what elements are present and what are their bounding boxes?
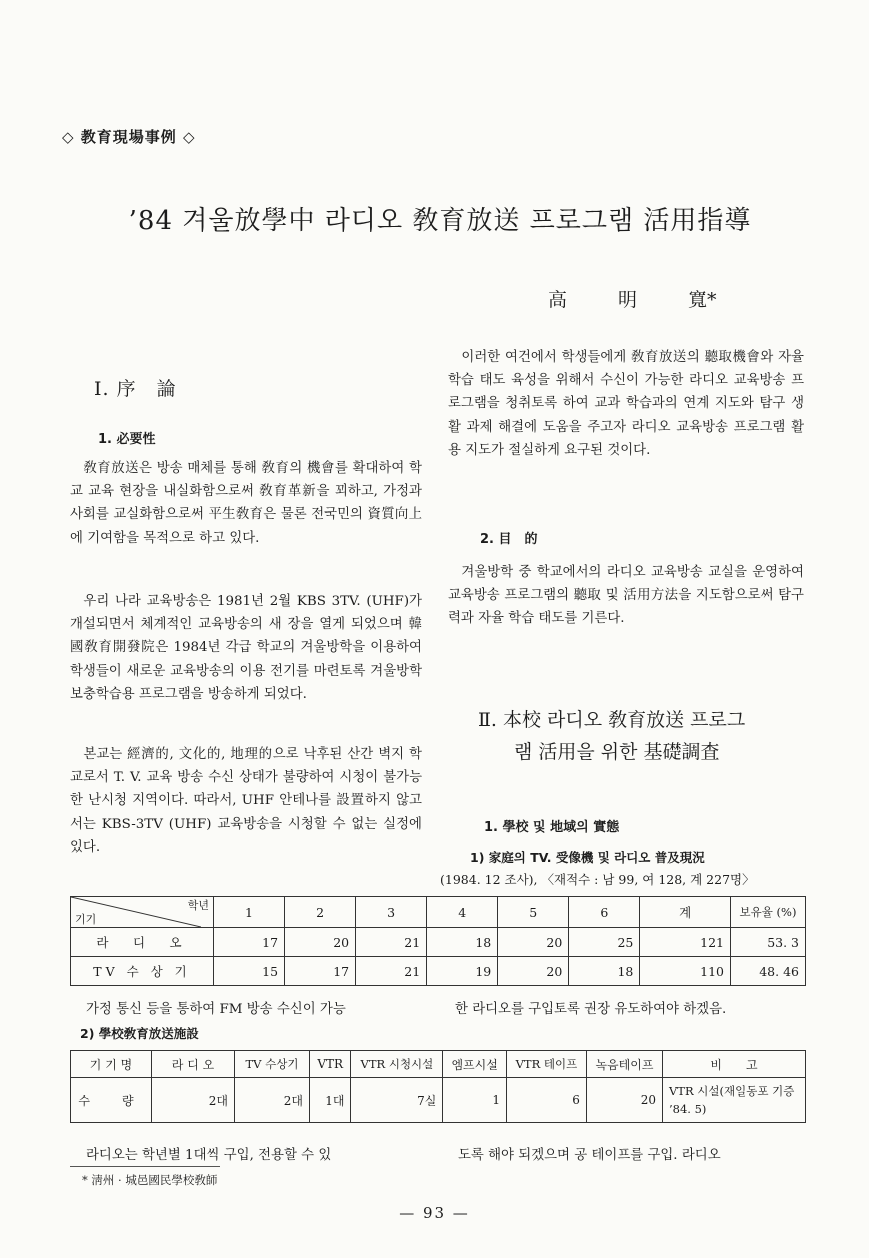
- table-header-cell: 비 고: [663, 1051, 806, 1078]
- table-cell: 21: [356, 957, 427, 986]
- table-header-cell: 4: [427, 897, 498, 928]
- subsection-school-region: 1. 學校 및 地域의 實態: [484, 820, 620, 835]
- paragraph-1: 敎育放送은 방송 매체를 통해 敎育의 機會를 확대하여 학교 교육 현장을 내실화함으로써 敎育革新을 꾀하고, 가정과 사회를 교실화함으로써 平生敎育은 물론 전국민의 資質向上에 기여함을 목적으로 하고 있다.: [70, 461, 422, 546]
- row-label: TV 수 상 기: [71, 957, 214, 986]
- table-header-cell: 2: [285, 897, 356, 928]
- table-cell: 20: [498, 957, 569, 986]
- table-cell: 15: [214, 957, 285, 986]
- paragraph-2: 우리 나라 교육방송은 1981년 2월 KBS 3TV. (UHF)가 개설되면서 체계적인 교육방송의 새 장을 열게 되었으며 韓國敎育開發院은 1984년 각급 학교의 겨울방학을 이용하여 학생들이 새로운 교육방송의 이용 전기를 마련토록 겨울방학 보충학습용 프로그램을 방송하게 되었다.: [70, 594, 422, 702]
- table-header-cell: 3: [356, 897, 427, 928]
- table-cell: 48. 46: [731, 957, 806, 986]
- table-header-cell: 1: [214, 897, 285, 928]
- paragraph-5: 겨울방학 중 학교에서의 라디오 교육방송 교실을 운영하여 교육방송 프로그램의 聽取 및 活用方法을 지도함으로써 탐구력과 자율 학습 태도를 기른다.: [448, 565, 804, 627]
- text-after-table-2-right: 도록 해야 되겠으며 공 테이프를 구입. 라디오: [458, 1148, 721, 1163]
- table-row: [71, 1078, 806, 1123]
- table-cell: 25: [569, 928, 640, 957]
- table-cell: 19: [427, 957, 498, 986]
- table-cell-remarks: VTR 시설(재일동포 기증 ’84. 5): [663, 1078, 806, 1123]
- text-after-table-2-left: 라디오는 학년별 1대씩 구입, 전용할 수 있: [86, 1148, 332, 1163]
- table-header-cell: 보유율 (%): [731, 897, 806, 928]
- author-char-1: 高: [548, 289, 568, 311]
- table-cell: 17: [214, 928, 285, 957]
- table-cell: 20: [285, 928, 356, 957]
- table-header-cell: 기 기 명: [71, 1051, 152, 1078]
- section-2-heading-line-2: 램 活用을 위한 基礎調査: [514, 741, 720, 763]
- row-label: 라 디 오: [71, 928, 214, 957]
- table-header-cell: 5: [498, 897, 569, 928]
- table-cell: 20: [498, 928, 569, 957]
- table-header-cell: 라 디 오: [152, 1051, 235, 1078]
- corner-grade-label: 학년: [187, 899, 209, 912]
- section-tag: ◇ 教育現場事例 ◇: [62, 128, 196, 146]
- subsection-school-facilities: 2) 學校敎育放送施設: [80, 1026, 199, 1041]
- table-cell: 1대: [310, 1078, 351, 1123]
- section-2-heading: [478, 704, 808, 768]
- row-label: 수 량: [71, 1078, 152, 1123]
- author-char-2: 明: [618, 289, 638, 311]
- survey-note: (1984. 12 조사), 〈재적수 : 남 99, 여 128, 계 227명〉: [440, 872, 755, 887]
- subsection-purpose: 2. 目 的: [480, 532, 538, 547]
- table-cell: 21: [356, 928, 427, 957]
- table-header-cell: VTR 시청시설: [351, 1051, 443, 1078]
- article-title: ’84 겨울放學中 라디오 敎育放送 프로그램 活用指導: [128, 206, 752, 236]
- table-corner-cell: [71, 897, 214, 928]
- author-name: [548, 285, 758, 312]
- table-header-cell: 계: [640, 897, 731, 928]
- table-cell: 53. 3: [731, 928, 806, 957]
- table-cell: 18: [427, 928, 498, 957]
- table-cell: 18: [569, 957, 640, 986]
- table-cell: 17: [285, 957, 356, 986]
- table-header-cell: VTR: [310, 1051, 351, 1078]
- page-number: — 93 —: [399, 1204, 470, 1222]
- subsection-tv-radio: 1) 家庭의 TV. 受像機 및 라디오 普及現況: [470, 850, 705, 865]
- author-char-3: 寬*: [688, 289, 717, 311]
- section-1-heading: Ⅰ. 序 論: [94, 378, 177, 400]
- text-after-table-1-left: 가정 통신 등을 통하여 FM 방송 수신이 가능: [86, 1002, 346, 1017]
- subsection-necessity: 1. 必要性: [98, 432, 156, 447]
- table-header-cell: 6: [569, 897, 640, 928]
- table-header-cell: 녹음테이프: [586, 1051, 662, 1078]
- table-header-cell: 엠프시설: [443, 1051, 507, 1078]
- paragraph-3: 본교는 經濟的, 文化的, 地理的으로 낙후된 산간 벽지 학교로서 T. V. 교육 방송 수신 상태가 불량하여 시청이 불가능한 난시청 지역이다. 따라서, UHF 안테나를 設置하지 않고서는 KBS-3TV (UHF) 교육방송을 시청할 수 없는 실정에 있다.: [70, 747, 422, 855]
- table-cell: 2대: [235, 1078, 310, 1123]
- table-cell: 20: [586, 1078, 662, 1123]
- corner-device-label: 기기: [75, 913, 97, 926]
- footnote-divider: [70, 1166, 220, 1167]
- footnote: * 淸州 · 城邑國民學校敎師: [82, 1173, 218, 1187]
- text-after-table-1-right: 한 라디오를 구입토록 권장 유도하여야 하겠음.: [455, 1002, 727, 1017]
- table-cell: 1: [443, 1078, 507, 1123]
- paragraph-4: 이러한 여건에서 학생들에게 敎育放送의 聽取機會와 자율학습 태도 육성을 위해서 수신이 가능한 라디오 교육방송 프로그램을 청취토록 하여 교과 학습과의 연계 지도와 탐구 생활 과제 해결에 도움을 주고자 라디오 교육방송 프로그램 활용 지도가 절실하게 요구된 것이다.: [448, 350, 804, 458]
- table-cell: 2대: [152, 1078, 235, 1123]
- table-row: [71, 957, 806, 986]
- ownership-table: [70, 896, 806, 986]
- table-cell: 110: [640, 957, 731, 986]
- table-cell: 7실: [351, 1078, 443, 1123]
- table-cell: 6: [506, 1078, 586, 1123]
- table-header-row: [71, 1051, 806, 1078]
- table-header-row: [71, 897, 806, 928]
- table-row: [71, 928, 806, 957]
- table-header-cell: VTR 테이프: [506, 1051, 586, 1078]
- table-header-cell: TV 수상기: [235, 1051, 310, 1078]
- table-cell: 121: [640, 928, 731, 957]
- facilities-table: [70, 1050, 806, 1123]
- section-2-heading-line-1: Ⅱ. 本校 라디오 敎育放送 프로그: [478, 709, 746, 731]
